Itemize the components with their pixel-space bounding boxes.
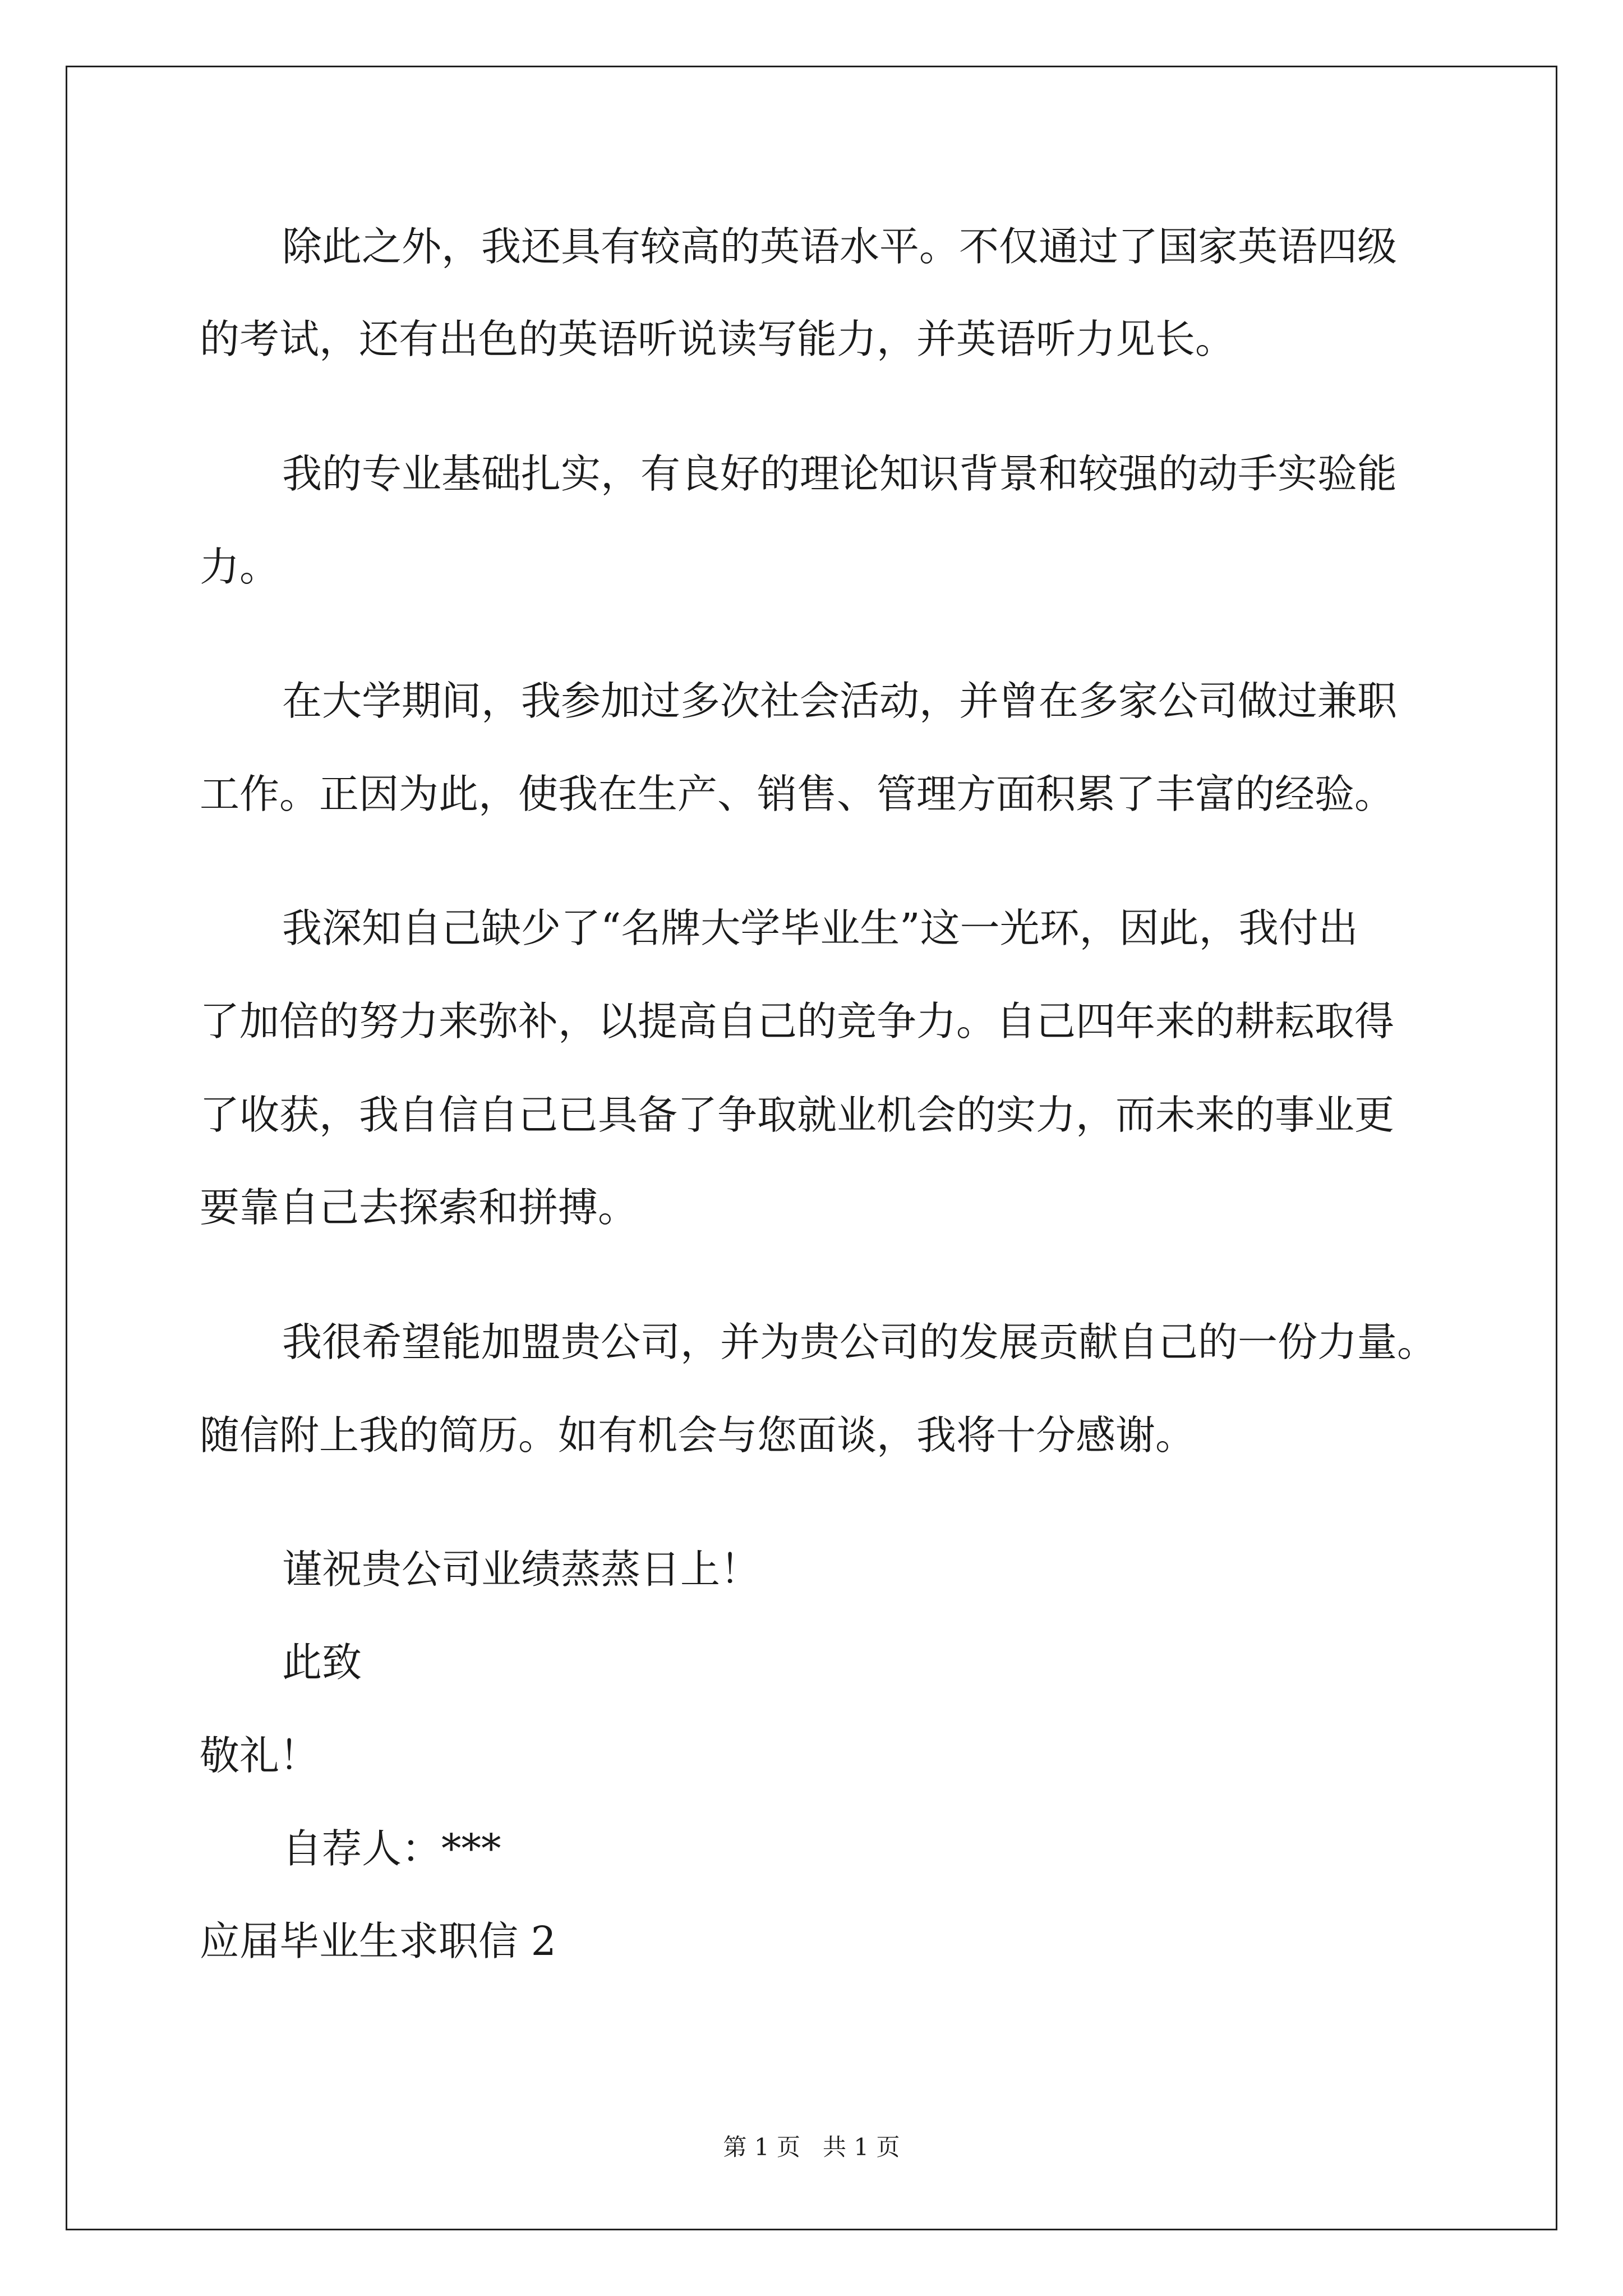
paragraph-line: 我的专业基础扎实，有良好的理论知识背景和较强的动手实验能 — [282, 450, 1398, 497]
signature-line: 自荐人：*** — [282, 1825, 501, 1872]
paragraph-line: 在大学期间，我参加过多次社会活动，并曾在多家公司做过兼职 — [282, 678, 1398, 724]
paragraph-line: 了加倍的努力来弥补，以提高自己的竞争力。自己四年来的耕耘取得 — [200, 998, 1395, 1045]
paragraph-line: 我很希望能加盟贵公司，并为贵公司的发展贡献自己的一份力量。 — [282, 1319, 1437, 1365]
page-border — [66, 66, 1557, 2230]
paragraph-line: 要靠自己去探索和拼搏。 — [200, 1184, 638, 1231]
closing-wish: 谨祝贵公司业绩蒸蒸日上！ — [282, 1546, 760, 1593]
paragraph-line: 随信附上我的简历。如有机会与您面谈，我将十分感谢。 — [200, 1412, 1196, 1458]
section-heading: 应届毕业生求职信 2 — [200, 1918, 556, 1964]
paragraph-line: 力。 — [200, 544, 280, 590]
paragraph-line: 我深知自己缺少了“名牌大学毕业生”这一光环，因此，我付出 — [282, 905, 1358, 951]
page-footer: 第 1 页 共 1 页 — [723, 2133, 900, 2161]
paragraph-line: 除此之外，我还具有较高的英语水平。不仅通过了国家英语四级 — [282, 223, 1398, 270]
salutation-line: 敬礼！ — [200, 1732, 320, 1779]
paragraph-line: 了收获，我自信自己已具备了争取就业机会的实力，而未来的事业更 — [200, 1092, 1395, 1138]
paragraph-line: 工作。正因为此，使我在生产、销售、管理方面积累了丰富的经验。 — [200, 771, 1395, 817]
paragraph-line: 的考试，还有出色的英语听说读写能力，并英语听力见长。 — [200, 316, 1235, 362]
salutation-line: 此致 — [282, 1639, 362, 1686]
